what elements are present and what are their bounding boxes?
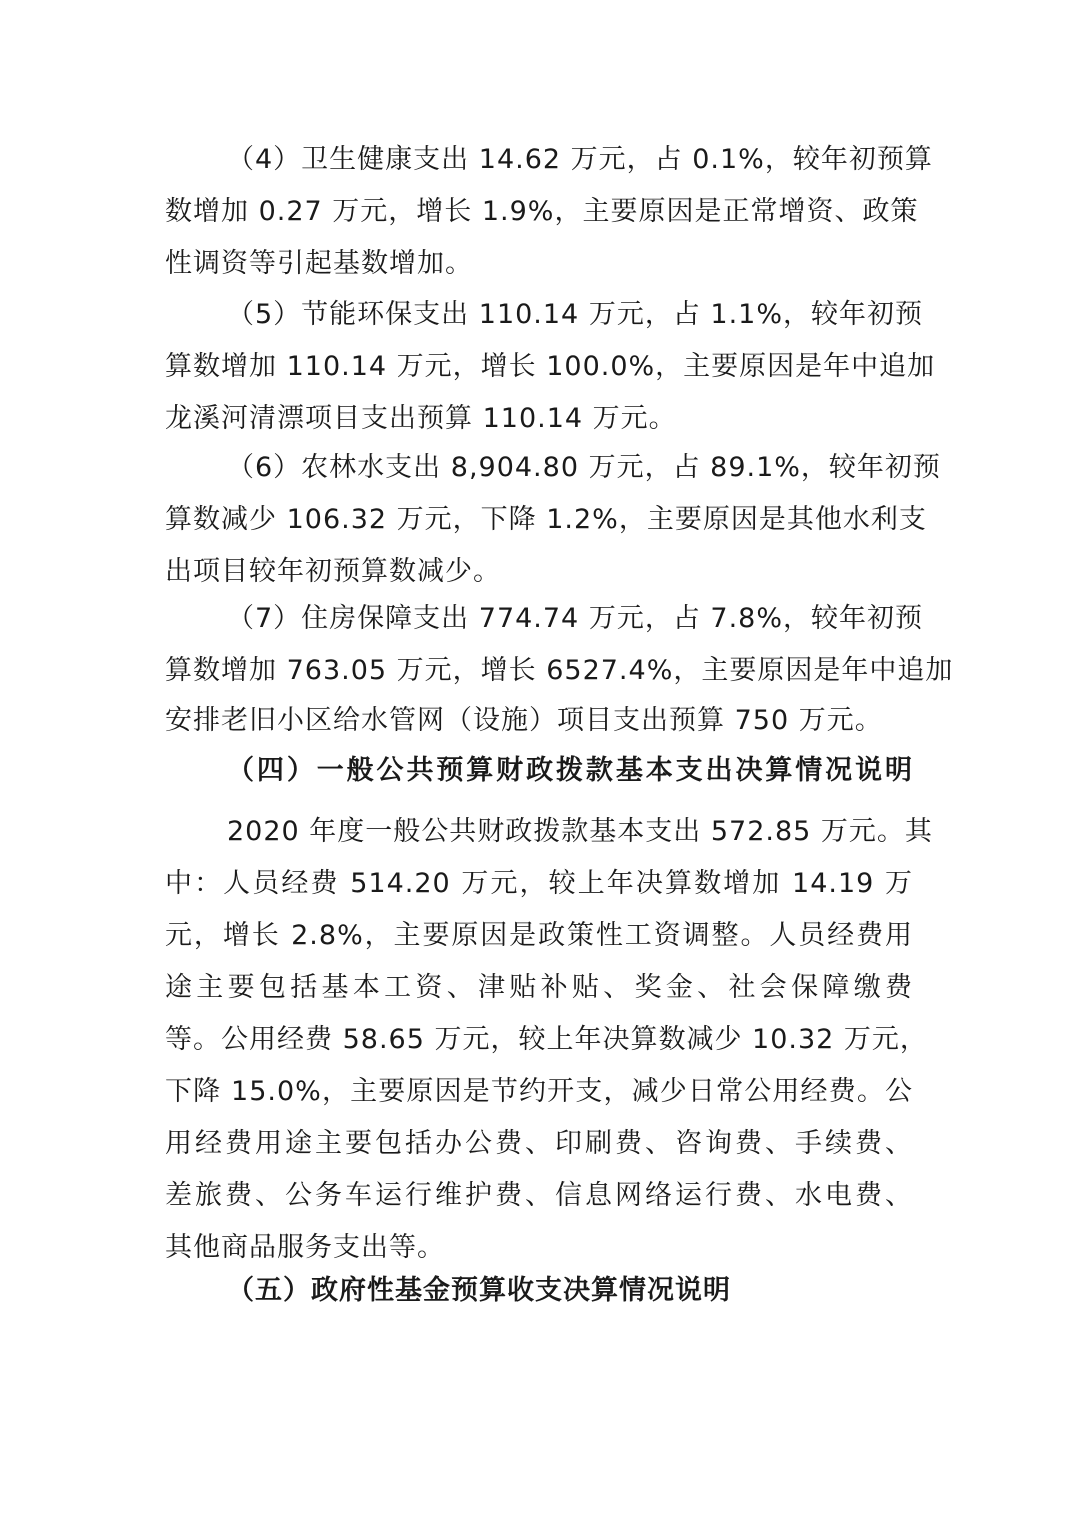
paragraph-basic-line-1: 2020 年度一般公共财政拨款基本支出 572.85 万元。其 [227,816,933,847]
section-heading-5: （五）政府性基金预算收支决算情况说明 [227,1275,731,1306]
paragraph-housing-line-2: 算数增加 763.05 万元，增长 6527.4%，主要原因是年中追加 [165,655,954,686]
paragraph-agriculture-line-2: 算数减少 106.32 万元，下降 1.2%，主要原因是其他水利支 [165,504,927,535]
paragraph-basic-line-8: 差旅费、公务车运行维护费、信息网络运行费、水电费、 [165,1180,913,1211]
paragraph-agriculture-line-3: 出项目较年初预算数减少。 [165,556,501,587]
paragraph-basic-line-5: 等。公用经费 58.65 万元，较上年决算数减少 10.32 万元， [165,1024,928,1055]
paragraph-health-line-1: （4）卫生健康支出 14.62 万元，占 0.1%，较年初预算 [227,144,933,175]
paragraph-housing-line-1: （7）住房保障支出 774.74 万元，占 7.8%，较年初预 [227,603,923,634]
paragraph-basic-line-7: 用经费用途主要包括办公费、印刷费、咨询费、手续费、 [165,1128,913,1159]
paragraph-energy-line-2: 算数增加 110.14 万元，增长 100.0%，主要原因是年中追加 [165,351,936,382]
paragraph-basic-line-3: 元，增长 2.8%，主要原因是政策性工资调整。人员经费用 [165,920,913,951]
paragraph-basic-line-4: 途主要包括基本工资、津贴补贴、奖金、社会保障缴费 [165,972,913,1003]
paragraph-energy-line-3: 龙溪河清漂项目支出预算 110.14 万元。 [165,403,677,434]
paragraph-health-line-2: 数增加 0.27 万元，增长 1.9%，主要原因是正常增资、政策 [165,196,919,227]
paragraph-basic-line-2: 中：人员经费 514.20 万元，较上年决算数增加 14.19 万 [165,868,913,899]
paragraph-housing-line-3: 安排老旧小区给水管网（设施）项目支出预算 750 万元。 [165,705,883,736]
paragraph-health-line-3: 性调资等引起基数增加。 [165,248,473,279]
paragraph-basic-line-6: 下降 15.0%，主要原因是节约开支，减少日常公用经费。公 [165,1076,913,1107]
paragraph-energy-line-1: （5）节能环保支出 110.14 万元，占 1.1%，较年初预 [227,299,923,330]
paragraph-agriculture-line-1: （6）农林水支出 8,904.80 万元，占 89.1%，较年初预 [227,452,941,483]
paragraph-basic-line-9: 其他商品服务支出等。 [165,1232,445,1263]
section-heading-4: （四）一般公共预算财政拨款基本支出决算情况说明 [227,755,913,786]
